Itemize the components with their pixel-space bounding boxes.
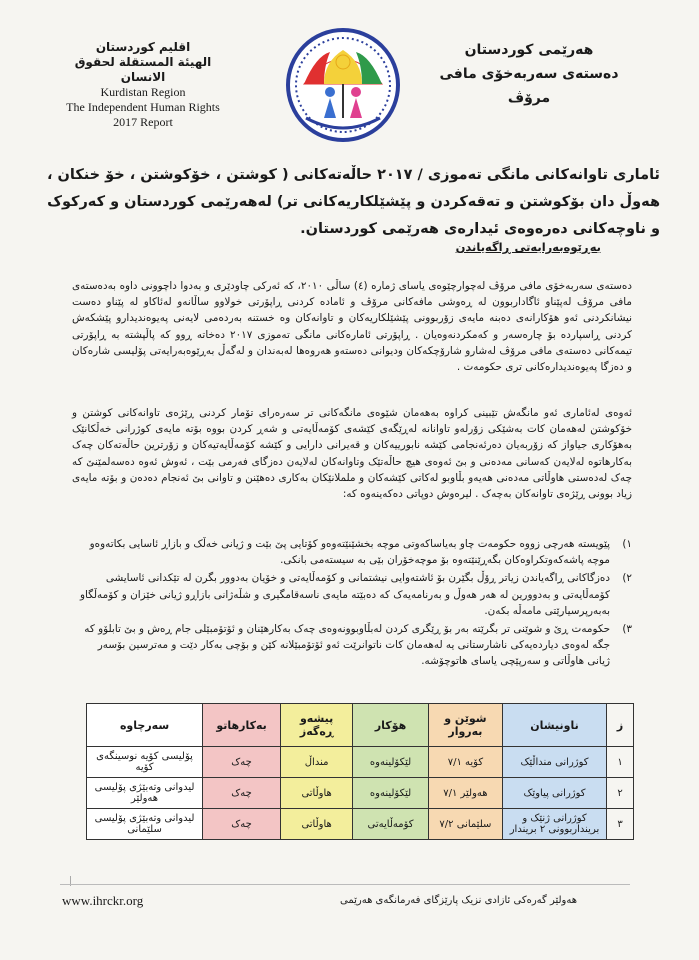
cell-place-date: سلێمانی ٧/٢ <box>428 809 502 840</box>
table-row <box>87 809 634 840</box>
cell-number: ١ <box>607 747 634 778</box>
header-en-commission: The Independent Human Rights <box>66 100 220 114</box>
cell-title: کوژرانی ژنێک و برینداربوونی ٢ بریندار <box>502 809 606 840</box>
list-item-number: ٣) <box>622 623 632 636</box>
cell-number: ٢ <box>607 778 634 809</box>
table-row <box>87 747 634 778</box>
cell-place-date: کۆیە ٧/١ <box>428 747 502 778</box>
recommendations-list <box>72 536 632 672</box>
cell-reason: لێکۆلینەوە <box>353 778 429 809</box>
cell-occupation-gender: منداڵ <box>281 747 353 778</box>
header-source: سەرچاوە <box>87 704 203 747</box>
list-item <box>72 621 632 670</box>
footer-divider <box>60 884 630 885</box>
header-place-date: شوێن و بەروار <box>428 704 502 747</box>
header-region-name: هەرێمی کوردستان <box>464 42 594 58</box>
cell-title: کوژرانی پیاوێک <box>502 778 606 809</box>
header-kurdish <box>429 38 629 110</box>
header-arabic-english <box>58 40 228 130</box>
list-item-text: پێویستە هەرچی زووە حکومەت چاو بەیاساکەوتی موچە بخشێنێتەوەو کۆتایی پێ بێت و ژیانی خەڵک و بازاڕ ئاسایی بکاتەوەو موچە پاشەکەوتکراوەکان بگەڕێنێتەوە بۆ موچەخۆران بێی بە سیستەمی بانکی. <box>89 538 610 567</box>
cell-occupation-gender: هاوڵاتی <box>281 809 353 840</box>
header-reason: هۆکار <box>353 704 429 747</box>
header-number: ز <box>607 704 634 747</box>
cell-source: لیدوانی وتەبێژی پۆلیسی سلێمانی <box>87 809 203 840</box>
footer-address: هەولێر گەرەکی ئازادی نزیک پارێزگای فەرمانگەی هەرێمی <box>340 895 577 906</box>
paragraph-observations: ئەوەی لەئاماری ئەو مانگەش تێبینی کراوە بەهەمان شێوەی مانگەکانی تر سەرەرای تۆمار کردنی ڕێژەی تاوانەکانی کوشتن و خۆکوشتن لەهەمان کات بەشێکی زۆرلەو تاوانانە لەڕێگەی کێشەی کۆمەڵایەتی و شەڕ کردن بووە بۆتە مایەی کوژرانی خەڵکانێک بەهۆکاری جیاواز کە زۆربەیان دەرئەنجامی کێشە نابورییەکان و قەیرانی دارایی و کێشە کۆمەڵایەتیەکان و زۆرترین حاڵەتەکان چەک بەکارهاتوە لەلایەن کەسانی مەدەنی و بێ ئەوەی هیچ حاڵەتێک وتاوانەکان لەلایەن دەزگای فەرمی بێت ، ئەوش ئەوە دەسەلمێنێ کە چەک لەدەستی هاوڵاتی مەدەنی هەیەو بڵاوبو لەکاتی کێشەکان و ململانێکان بەکاری دەهێنن و تاوانی بێ ئەنجام دەدەن و بۆتە مایەی زیاد بوونی ڕێژەی تاوانەکان بەچەک . لیرەوش دوپاتی دەکەینەوە کە: <box>72 407 632 501</box>
commission-logo-icon <box>284 26 402 144</box>
cell-source: لیدوانی وتەبێژی پۆلیسی هەولێر <box>87 778 203 809</box>
document-title: ئاماری تاوانەکانی مانگی تەموزی / ٢٠١٧ حاڵەتەکانی ( کوشتن ، خۆکوشتن ، خۆ خنکان ، هەوڵ دان بۆکوشتن و تەقەکردن و پێشێلکاریەکانی تر) لەهەرێمی کوردستان و کەرکوک و ناوچەکانی دەرەوەی ئیدارەی هەرێمی کوردستان. <box>46 167 660 237</box>
cell-title: کوژرانی منداڵێک <box>502 747 606 778</box>
cell-used: چەک <box>203 778 281 809</box>
table-header-row <box>87 704 634 747</box>
header-occupation-gender: پیشەو ڕەگەز <box>281 704 353 747</box>
incidents-table <box>86 703 634 840</box>
cell-occupation-gender: هاوڵاتی <box>281 778 353 809</box>
list-item-number: ٢) <box>622 572 632 585</box>
header-commission-name: دەستەی سەربەخۆی مافی مرۆڤ <box>439 66 619 106</box>
header-title: ناونیشان <box>502 704 606 747</box>
cell-source: پۆلیسی کۆیە نوسینگەی کۆیە <box>87 747 203 778</box>
header-en-report-year: 2017 Report <box>113 115 173 129</box>
table-row <box>87 778 634 809</box>
list-item-text: حکومەت ڕێ و شوێنی تر بگرێتە بەر بۆ ڕێگری کردن لەبڵاوبوونەوەی چەک بەکارهێنان و ئۆتۆمبێلی جام ڕەش و بێ تابلۆو کە جگە لەوەی دیاردەیەکی ناشارستانی یە لەهەمان کات ناتوانرێت ئەو ئۆتۆمبێلانە کێن و بۆچی بەکار دێت و مەترسین بۆسەر ژیانی هاوڵاتی و سەرپێچی یاسای هاتوچۆشە. <box>84 623 610 668</box>
cell-place-date: هەولێر ٧/١ <box>428 778 502 809</box>
list-item-text: دەزگاکانی ڕاگەیاندن زیاتر ڕۆڵ بگێرن بۆ ئاشتەوایی نیشتمانی و کۆمەڵایەتی و خۆیان بەدوور بگرن لە تێکدانی ئاسایشی کۆمەڵایەتی و بەدوورین لە هەر هەوڵ و بەرنامەیەک کە دەبێتە مایەی ناسەقامگیری و شڵەژانی بازاڕو ژیانی خێزان و کۆمەڵگاو بەبەرپرسیارێتی مامەڵە بکەن. <box>79 572 610 617</box>
cell-reason: لێکۆلینەوە <box>353 747 429 778</box>
cell-used: چەک <box>203 747 281 778</box>
paragraph-intro: دەستەی سەربەخۆی مافی مرۆڤ لەچوارچێوەی یاسای ژمارە (٤) ساڵی ٢٠١٠، کە ئەرکی چاودێری و بەدوا داچوونی داوە بەدەستەی مافی مرۆڤ لەپێناو ئاگاداربوون لە ڕەوشی مافەکانی مرۆڤ و ئامادە کردنی ڕاپۆرتی خولاوو ساڵانەو لەئاکاو لە پێناو دەست نیشانکردنی ئەو هۆکارانەی دەبنە مایەی زۆربوونی پێشێلکاریەکان و تاوانەکان وە خستنە بەردەمی لایەنی پەیوەندیدارو پێشکەش کردنی ڕاسپاردە بۆ چارەسەر و کەمکردنەوەیان . ڕاپۆرتی ئامارەکانی مانگی تەموزی ٢٠١٧ دەخاتە ڕوو کە پاڵپشتە بە ڕاپۆرتی تیمەکانی دەستەی مافی مرۆڤ لەشارو شارۆچکەکان ودیوانی دەستەو هەروەها لەبەندان و لەگەڵ بەڕێوەبەرایەتی پۆلیسی شارەکان و دەزگا پەیوەندیدارەکانی تری حکومەت . <box>72 280 632 374</box>
cell-reason: کۆمەڵایەتی <box>353 809 429 840</box>
header-ar-commission: الهيئة المستقلة لحقوق الانسان <box>74 55 212 84</box>
footer-website-link[interactable]: www.ihrckr.org <box>62 893 144 908</box>
header-used: بەکارهاتو <box>203 704 281 747</box>
cell-number: ٣ <box>607 809 634 840</box>
header-ar-region: اقليم كوردستان <box>95 40 191 54</box>
header-en-region: Kurdistan Region <box>100 85 186 99</box>
list-item <box>72 570 632 619</box>
list-item-number: ١) <box>622 538 632 550</box>
section-heading: بەڕێوەبەرایەتی ڕاگەیاندن <box>455 240 601 254</box>
list-item <box>72 536 632 568</box>
cell-used: چەک <box>203 809 281 840</box>
